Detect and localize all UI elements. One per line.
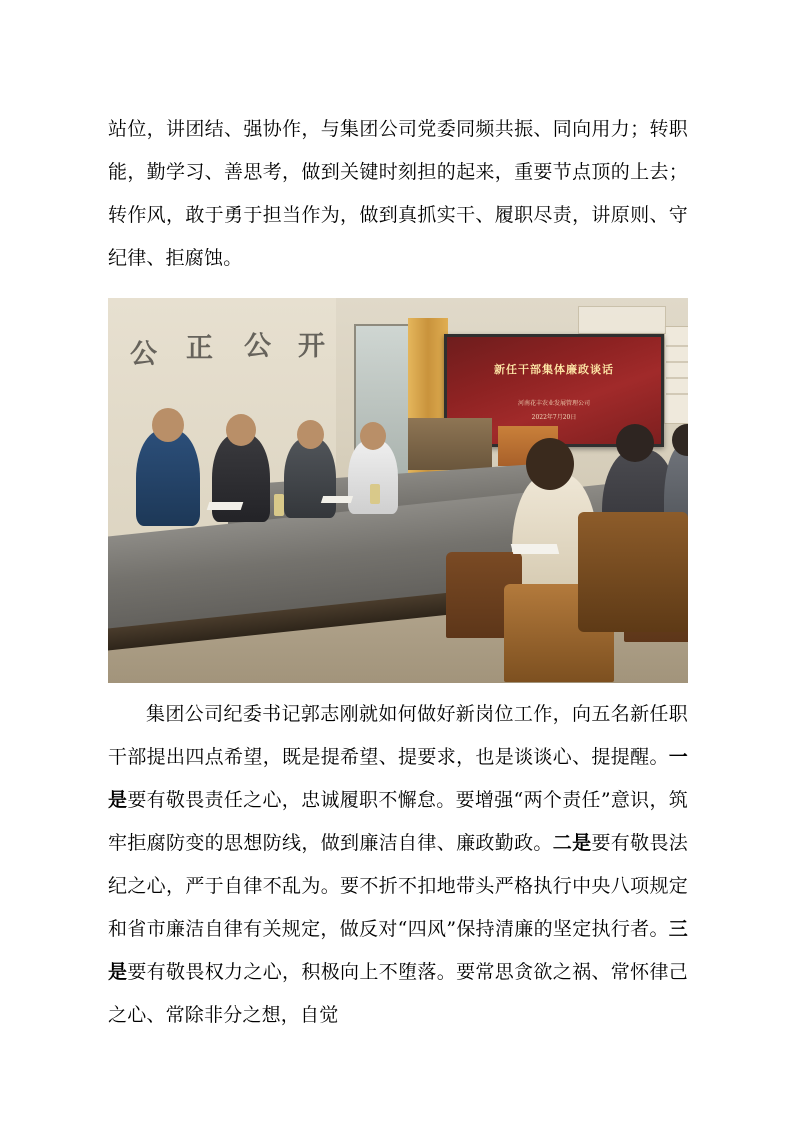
photo-notebook	[207, 502, 244, 510]
photo-chair	[578, 512, 688, 632]
para2-bold-first: 一是	[108, 746, 688, 811]
wall-calligraphy-char: 公	[244, 331, 271, 362]
para2-seg: 要有敬畏法纪之心，严于自律不乱为。要不折不扣地带头严格执行中央八项规定和省市廉洁自律有关规定，做反对“四风”保持清廉的坚定执行者。	[108, 832, 688, 940]
para2-seg: 集团公司纪委书记郭志刚就如何做好新岗位工作，向五名新任职干部提出四点希望，既是提希望、提要求，也是谈谈心、提提醒。	[108, 703, 688, 768]
para2-seg: 要有敬畏权力之心，积极向上不堕落。要常思贪欲之祸、常怀律己之心、常除非分之想，自觉	[108, 961, 688, 1026]
document-body	[108, 108, 688, 1037]
photo-attendee-head	[360, 422, 386, 450]
photo-podium	[408, 418, 492, 470]
photo-attendee-head	[297, 420, 324, 449]
photo-wall-banner	[578, 306, 666, 334]
screen-subtitle-line-1: 河南花丰农业发展管理公司	[517, 400, 590, 407]
photo-attendee-head	[226, 414, 256, 446]
photo-notebook	[321, 496, 353, 503]
photo-water-bottle	[274, 494, 284, 516]
photo-attendee-head	[152, 408, 184, 442]
photo-attendee	[136, 430, 200, 526]
photo-attendee-head	[616, 424, 654, 462]
photo-wall-poster	[664, 326, 688, 424]
para2-bold-second: 二是	[552, 832, 592, 854]
photo-attendee-head	[526, 438, 574, 490]
meeting-photo	[108, 298, 688, 683]
photo-notebook	[511, 544, 559, 554]
para2-bold-third: 三是	[108, 918, 688, 983]
paragraph-1: 站位，讲团结、强协作，与集团公司党委同频共振、同向用力；转职能，勤学习、善思考，做到关键时刻担的起来，重要节点顶的上去；转作风，敢于勇于担当作为，做到真抓实干、履职尽责，讲原则、守纪律、拒腐蚀。	[108, 118, 688, 269]
screen-subtitle-line-2: 2022年7月20日	[531, 414, 577, 421]
screen-title-text: 新任干部集体廉政谈话	[494, 363, 614, 376]
wall-calligraphy-char: 开	[298, 331, 325, 362]
wall-calligraphy-char: 公	[130, 339, 157, 370]
wall-calligraphy-char: 正	[186, 333, 213, 364]
para2-seg: 要有敬畏责任之心，忠诚履职不懈怠。要增强“两个责任”意识，筑牢拒腐防变的思想防线，做到廉洁自律、廉政勤政。	[108, 789, 688, 854]
photo-water-bottle	[370, 484, 380, 504]
photo-attendee	[284, 438, 336, 518]
paragraph-2	[108, 693, 688, 1037]
